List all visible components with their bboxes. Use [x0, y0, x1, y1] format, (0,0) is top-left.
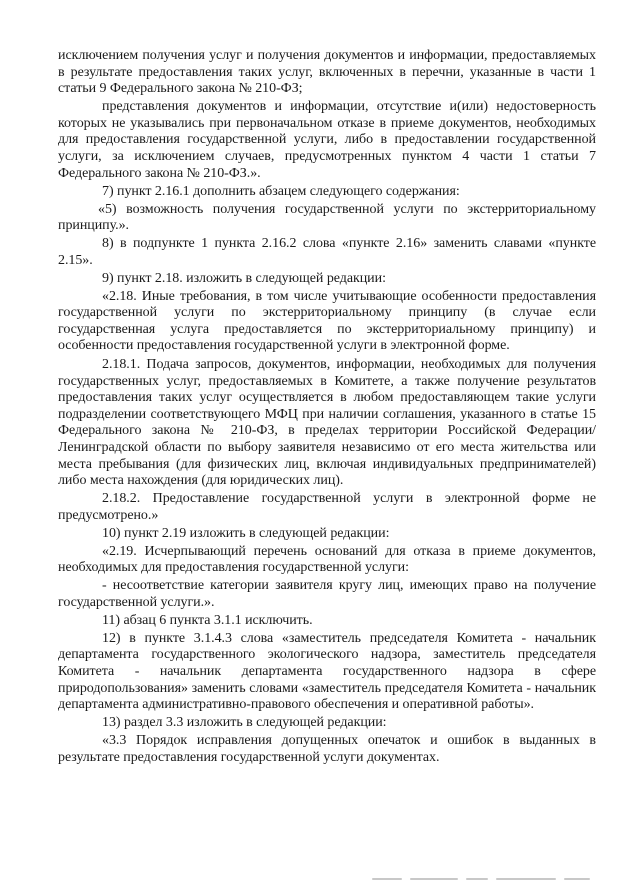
paragraph-11: «2.19. Исчерпывающий перечень оснований для отказа в приеме документов, необходимых для предоставления государственной услуги:: [58, 543, 596, 576]
paragraph-16: «3.3 Порядок исправления допущенных опечаток и ошибок в выданных в результате предоставления государственной услуги документах.: [58, 733, 596, 765]
document-page: [58, 48, 596, 768]
scan-artifact-mark: [496, 878, 556, 880]
paragraph-5: 8) в подпункте 1 пункта 2.16.2 слова «пункте 2.16» заменить славами «пункте 2.15».: [58, 236, 596, 268]
scan-artifact-mark: [564, 878, 590, 880]
paragraph-9: 2.18.2. Предоставление государственной услуги в электронной форме не предусмотрено.»: [58, 491, 596, 523]
paragraph-2: представления документов и информации, отсутствие и(или) недостоверность которых не указывались при первоначальном отказе в приеме документов, необходимых для предоставления государственной услуги, либо в предоставлении государственной услуги, за исключением случаев, предусмотренных пунктом 4 части 1 статьи 7 Федерального закона № 210-ФЗ.».: [58, 99, 596, 181]
paragraph-6: 9) пункт 2.18. изложить в следующей редакции:: [102, 270, 386, 286]
paragraph-10: 10) пункт 2.19 изложить в следующей редакции:: [102, 525, 390, 541]
paragraph-4: «5) возможность получения государственной услуги по экстерриториальному принципу.».: [58, 201, 596, 234]
paragraph-15: 13) раздел 3.3 изложить в следующей редакции:: [102, 715, 387, 731]
scan-artifact-mark: [372, 878, 402, 880]
paragraph-12: - несоответствие категории заявителя кругу лиц, имеющих право на получение государственной услуги.».: [58, 578, 596, 610]
scan-artifact: [372, 876, 597, 882]
paragraph-13: 11) абзац 6 пункта 3.1.1 исключить.: [102, 612, 313, 628]
paragraph-14: 12) в пункте 3.1.4.3 слова «заместитель председателя Комитета - начальник департамента государственного экологического надзора, заместитель председателя Комитета - начальник департамента государственного надзора в сфере природопользования» заменить словами «заместитель председателя Комитета - начальник департамента административно-правового обеспечения и оперативной работы».: [58, 630, 596, 713]
paragraph-3: 7) пункт 2.16.1 дополнить абзацем следующего содержания:: [102, 183, 460, 199]
paragraph-8: 2.18.1. Подача запросов, документов, информации, необходимых для получения государственных услуг, предоставляемых в Комитете, а также получение результатов предоставления таких услуг осуществляется в любом предоставляющем такие услуги подразделении соответствующего МФЦ при наличии соглашения, указанного в статье 15 Федерального закона № 210-ФЗ, в пределах территории Российской Федерации/Ленинградской области по выбору заявителя независимо от его места жительства или места пребывания (для физических лиц, включая индивидуальных предпринимателей) либо места нахождения (для юридических лиц).: [58, 357, 596, 489]
scan-artifact-mark: [466, 878, 488, 880]
paragraph-1: исключением получения услуг и получения документов и информации, предоставляемых в результате предоставления таких услуг, включенных в перечни, указанные в части 1 статьи 9 Федерального закона № 210-ФЗ;: [58, 48, 596, 97]
paragraph-7: «2.18. Иные требования, в том числе учитывающие особенности предоставления государственной услуги по экстерриториальному принципу (в случае если государственная услуга предоставляется по экстерриториальному принципу) и особенности предоставления государственной услуги в электронной форме.: [58, 288, 596, 354]
scan-artifact-mark: [410, 878, 458, 880]
